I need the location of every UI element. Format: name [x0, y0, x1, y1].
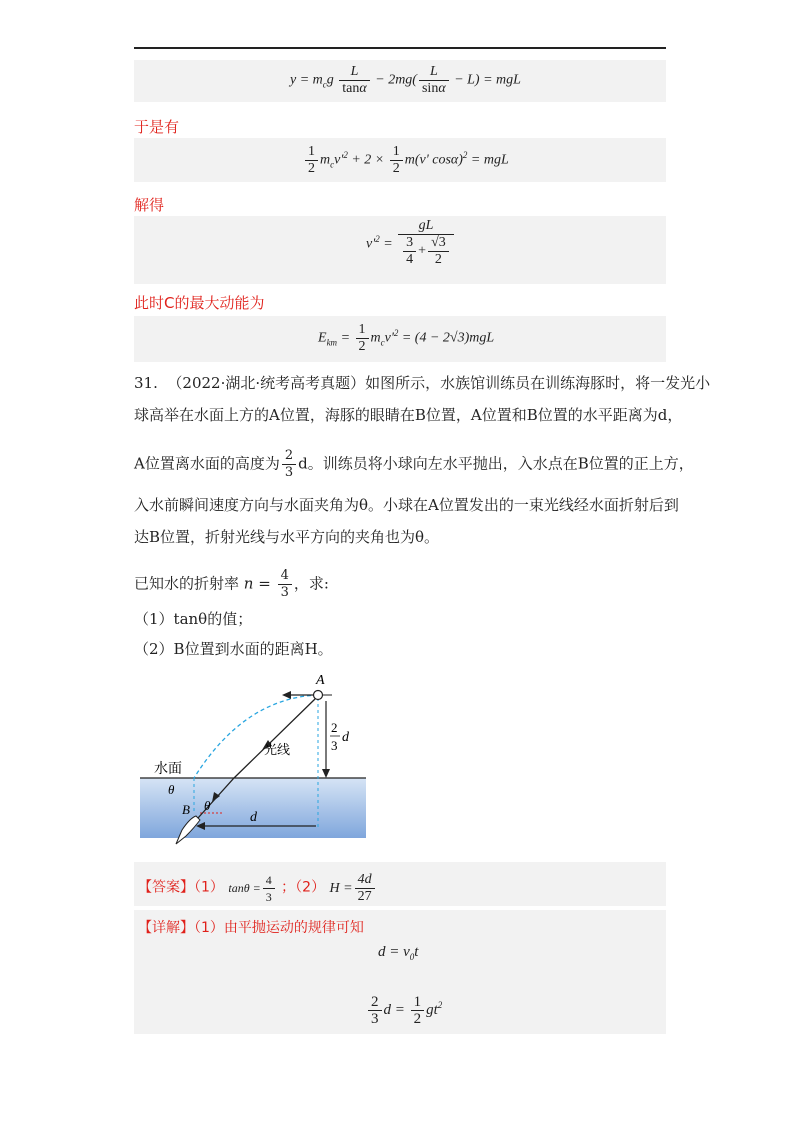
equation-6: $\frac{2}{3}$ d = $\frac{1}{2}$ $gt^2$ [366, 994, 442, 1027]
answer-h-den: 27 [357, 889, 372, 904]
problem-line-3 [134, 448, 694, 481]
answer-tan-lhs: tanθ = [228, 880, 261, 895]
explain-text: （1）由平抛运动的规律可知 [194, 920, 364, 936]
problem-text-3b: d。训练员将小球向左水平抛出，入水点在B位置的正上方， [298, 454, 694, 473]
explain-tag: 【详解】 [138, 920, 194, 936]
answer-h-num: 4d [355, 872, 375, 889]
height-arrowhead [322, 769, 330, 778]
answer-tan-num: 4 [263, 872, 275, 889]
explain-line [138, 916, 364, 939]
answer-tan [228, 873, 276, 905]
answer-tag: 【答案】 [138, 879, 194, 896]
ball-a [314, 691, 323, 700]
label-height-den: 3 [331, 738, 338, 753]
equation-2: $\frac{1}{2}$ $m_cv'^2 + 2$ × $\frac{1}{2}$ m(v' cosα)$^2$ = mgL [303, 144, 509, 177]
refractive-index-fraction: $\frac{4}{3}$ [278, 568, 292, 601]
equation-4: $E_{km}$ = $\frac{1}{2}$ $m_cv'^2 = (4 - 2√3)mgL$ [318, 322, 495, 354]
problem-text-3a: A位置离水面的高度为 [134, 454, 280, 473]
label-a: A [316, 673, 325, 688]
problem-number: 31. [134, 374, 158, 392]
label-theta-top: θ [168, 782, 175, 797]
answer-part2: ；（2） [281, 879, 326, 896]
problem-line-1 [134, 372, 710, 394]
problem-line-4: 入水前瞬间速度方向与水面夹角为θ。小球在A位置发出的一束光线经水面折射后到 [134, 496, 679, 514]
answer-h [329, 872, 377, 904]
line-yusiyou: 于是有 [134, 118, 180, 136]
trajectory-dashed [194, 695, 318, 778]
answer-line [138, 872, 377, 905]
label-height-d: d [342, 730, 349, 745]
label-water: 水面 [154, 761, 182, 777]
problem-line-5: 达B位置，折射光线与水平方向的夹角也为θ。 [134, 528, 440, 546]
problem-text-6a: 已知水的折射率 [134, 574, 240, 593]
dolphin-figure [134, 668, 394, 848]
label-d: d [250, 810, 257, 825]
answer-part1: （1） [194, 879, 224, 896]
label-light: 光线 [264, 743, 291, 758]
question-1: （1）tanθ的值； [134, 610, 253, 628]
throw-arrowhead [282, 691, 291, 699]
answer-h-lhs: H = [329, 880, 353, 896]
problem-line-6: 已知水的折射率 n = $\frac{4}{3}$ ，求: [134, 568, 329, 600]
problem-source: （2022·湖北·统考高考真题） [167, 374, 366, 392]
label-height-num: 2 [331, 720, 338, 735]
top-rule [134, 47, 666, 49]
equation-3: $v'^2$ = gL $\frac{3}{4}$ + $\frac{√3}{2}$ [366, 218, 456, 268]
problem-text-6b: ，求: [293, 574, 329, 593]
answer-tan-den: 3 [265, 890, 272, 905]
height-fraction: $\frac{2}{3}$ [282, 448, 296, 481]
problem-line-2: 球高举在水面上方的A位置，海豚的眼睛在B位置，A位置和B位置的水平距离为d， [134, 406, 683, 424]
line-cishi: 此时C的最大动能为 [134, 294, 265, 312]
equation-5: $d = v_0t$ [378, 944, 419, 962]
problem-text-1: 如图所示，水族馆训练员在训练海豚时，将一发光小 [365, 374, 711, 392]
label-theta-bottom: θ [204, 798, 211, 813]
label-b: B [182, 802, 190, 817]
line-jiede: 解得 [134, 196, 165, 214]
equation-1: $y = m_cg$ $\frac{L}{\tan\alpha}$ − 2mg( $\frac{L}{\sin\alpha}$ − L) = mgL [290, 64, 521, 96]
question-2: （2）B位置到水面的距离H。 [134, 640, 333, 658]
